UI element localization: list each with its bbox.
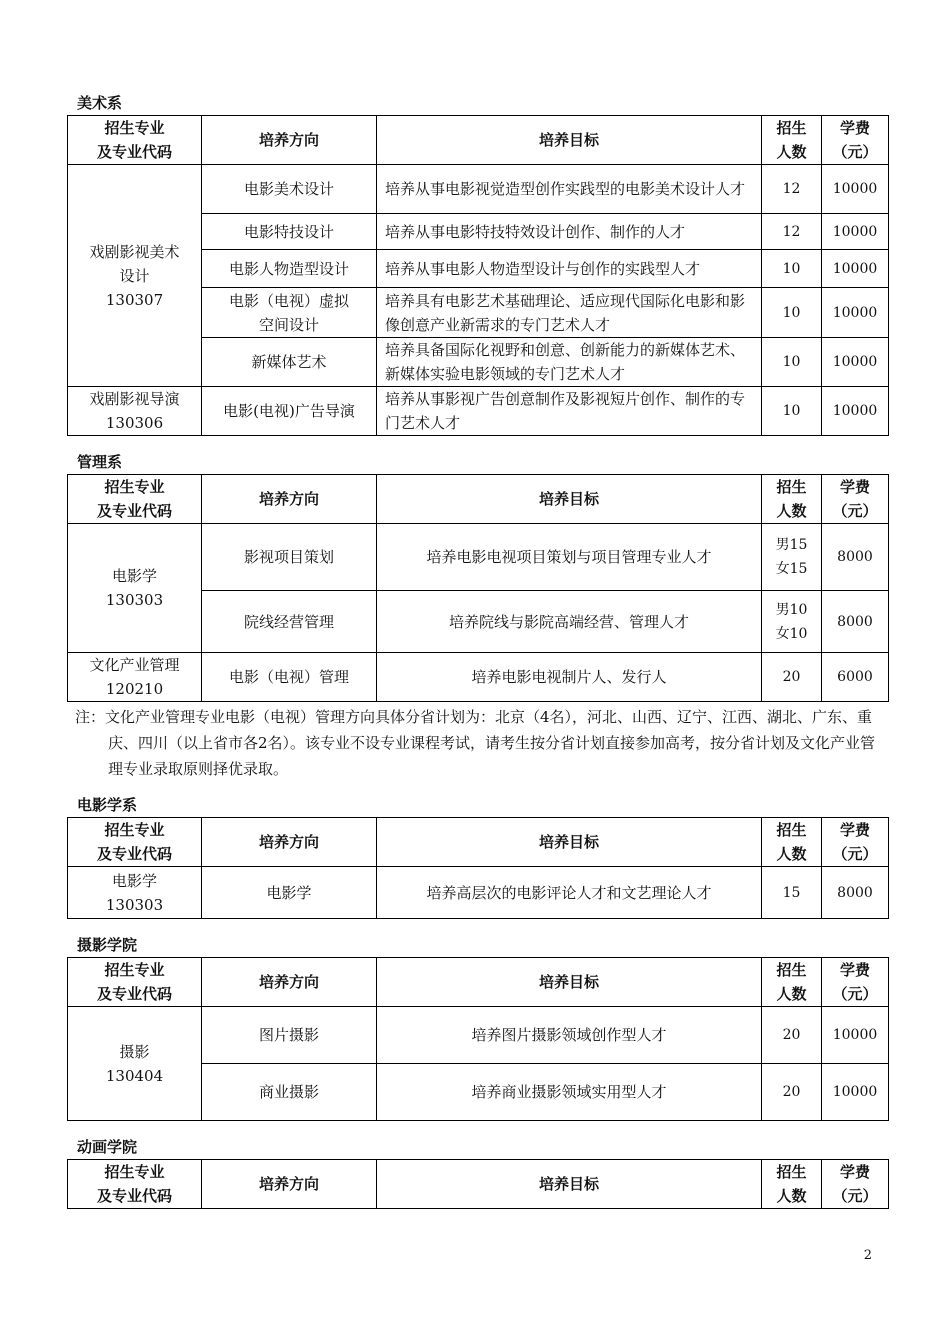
count-cell: 10 <box>762 250 822 288</box>
header-major: 招生专业 及专业代码 <box>68 475 202 524</box>
fee-cell: 10000 <box>822 338 889 387</box>
fee-cell: 10000 <box>822 165 889 214</box>
header-direction: 培养方向 <box>202 116 377 165</box>
goal-cell: 培养从事电影视觉造型创作实践型的电影美术设计人才 <box>377 165 762 214</box>
header-fee: 学费 （元） <box>822 1160 889 1209</box>
fee-cell: 8000 <box>822 591 889 653</box>
header-fee: 学费 （元） <box>822 116 889 165</box>
header-goal: 培养目标 <box>377 958 762 1007</box>
section-title-film: 电影学系 <box>77 796 138 814</box>
goal-cell: 培养院线与影院高端经营、管理人才 <box>377 591 762 653</box>
fee-cell: 8000 <box>822 867 889 919</box>
mgmt-note: 注：文化产业管理专业电影（电视）管理方向具体分省计划为：北京（4名），河北、山西、辽宁、江西、湖北、广东、重庆、四川（以上省市各2名）。该专业不设专业课程考试，请考生按分省计划直接参加高考，按分省计划及文化产业管理专业录取原则择优录取。 <box>75 708 876 778</box>
header-direction: 培养方向 <box>202 1160 377 1209</box>
section-title-mgmt: 管理系 <box>77 453 123 471</box>
header-major: 招生专业 及专业代码 <box>68 1160 202 1209</box>
header-direction: 培养方向 <box>202 818 377 867</box>
count-cell: 12 <box>762 165 822 214</box>
fee-cell: 10000 <box>822 288 889 338</box>
header-major: 招生专业 及专业代码 <box>68 818 202 867</box>
table-row <box>68 1007 889 1064</box>
header-fee: 学费 （元） <box>822 818 889 867</box>
art-table <box>67 115 889 436</box>
major-cell: 电影学 130303 <box>68 524 202 653</box>
header-count: 招生 人数 <box>762 818 822 867</box>
header-fee: 学费 （元） <box>822 475 889 524</box>
header-count: 招生 人数 <box>762 1160 822 1209</box>
fee-cell: 10000 <box>822 1007 889 1064</box>
direction-cell: 电影学 <box>202 867 377 919</box>
table-row <box>68 524 889 591</box>
goal-cell: 培养商业摄影领域实用型人才 <box>377 1064 762 1121</box>
header-goal: 培养目标 <box>377 475 762 524</box>
header-goal: 培养目标 <box>377 1160 762 1209</box>
direction-cell: 新媒体艺术 <box>202 338 377 387</box>
table-header-row <box>68 818 889 867</box>
count-cell: 10 <box>762 387 822 436</box>
header-direction: 培养方向 <box>202 475 377 524</box>
section-title-anim: 动画学院 <box>77 1138 138 1156</box>
anim-table <box>67 1159 889 1209</box>
major-cell: 文化产业管理 120210 <box>68 653 202 702</box>
goal-cell: 培养图片摄影领域创作型人才 <box>377 1007 762 1064</box>
header-goal: 培养目标 <box>377 818 762 867</box>
direction-cell: 电影人物造型设计 <box>202 250 377 288</box>
goal-cell: 培养高层次的电影评论人才和文艺理论人才 <box>377 867 762 919</box>
goal-cell: 培养电影电视项目策划与项目管理专业人才 <box>377 524 762 591</box>
goal-cell: 培养具有电影艺术基础理论、适应现代国际化电影和影像创意产业新需求的专门艺术人才 <box>377 288 762 338</box>
header-count: 招生 人数 <box>762 958 822 1007</box>
table-header-row <box>68 958 889 1007</box>
direction-cell: 影视项目策划 <box>202 524 377 591</box>
count-cell: 男10 女10 <box>762 591 822 653</box>
count-cell: 20 <box>762 1064 822 1121</box>
table-row <box>68 867 889 919</box>
header-count: 招生 人数 <box>762 475 822 524</box>
goal-cell: 培养从事电影特技特效设计创作、制作的人才 <box>377 214 762 250</box>
direction-cell: 电影（电视）虚拟 空间设计 <box>202 288 377 338</box>
header-direction: 培养方向 <box>202 958 377 1007</box>
count-cell: 12 <box>762 214 822 250</box>
fee-cell: 8000 <box>822 524 889 591</box>
direction-cell: 电影特技设计 <box>202 214 377 250</box>
table-header-row <box>68 116 889 165</box>
section-title-photo: 摄影学院 <box>77 936 138 954</box>
goal-cell: 培养电影电视制片人、发行人 <box>377 653 762 702</box>
header-count: 招生 人数 <box>762 116 822 165</box>
major-cell: 戏剧影视导演 130306 <box>68 387 202 436</box>
count-cell: 10 <box>762 338 822 387</box>
photo-table <box>67 957 889 1121</box>
direction-cell: 电影(电视)广告导演 <box>202 387 377 436</box>
direction-cell: 电影（电视）管理 <box>202 653 377 702</box>
film-table <box>67 817 889 919</box>
fee-cell: 10000 <box>822 387 889 436</box>
table-header-row <box>68 1160 889 1209</box>
table-row <box>68 653 889 702</box>
table-header-row <box>68 475 889 524</box>
count-cell: 20 <box>762 653 822 702</box>
section-title-art: 美术系 <box>77 94 123 112</box>
fee-cell: 10000 <box>822 1064 889 1121</box>
page-number: 2 <box>863 1248 872 1263</box>
goal-cell: 培养从事电影人物造型设计与创作的实践型人才 <box>377 250 762 288</box>
goal-cell: 培养具备国际化视野和创意、创新能力的新媒体艺术、新媒体实验电影领域的专门艺术人才 <box>377 338 762 387</box>
count-cell: 10 <box>762 288 822 338</box>
major-cell: 戏剧影视美术 设计 130307 <box>68 165 202 387</box>
fee-cell: 6000 <box>822 653 889 702</box>
fee-cell: 10000 <box>822 250 889 288</box>
direction-cell: 图片摄影 <box>202 1007 377 1064</box>
direction-cell: 院线经营管理 <box>202 591 377 653</box>
table-row <box>68 165 889 214</box>
header-goal: 培养目标 <box>377 116 762 165</box>
fee-cell: 10000 <box>822 214 889 250</box>
direction-cell: 电影美术设计 <box>202 165 377 214</box>
goal-cell: 培养从事影视广告创意制作及影视短片创作、制作的专门艺术人才 <box>377 387 762 436</box>
mgmt-table <box>67 474 889 702</box>
header-major: 招生专业 及专业代码 <box>68 116 202 165</box>
count-cell: 男15 女15 <box>762 524 822 591</box>
major-cell: 电影学 130303 <box>68 867 202 919</box>
count-cell: 20 <box>762 1007 822 1064</box>
count-cell: 15 <box>762 867 822 919</box>
header-major: 招生专业 及专业代码 <box>68 958 202 1007</box>
direction-cell: 商业摄影 <box>202 1064 377 1121</box>
table-row <box>68 387 889 436</box>
major-cell: 摄影 130404 <box>68 1007 202 1121</box>
header-fee: 学费 （元） <box>822 958 889 1007</box>
